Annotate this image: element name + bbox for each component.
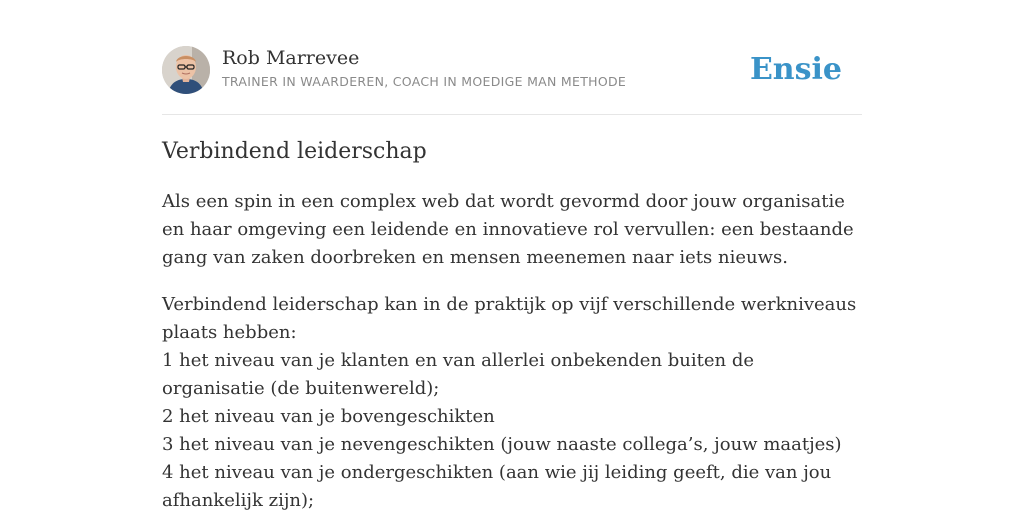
article-body xyxy=(162,291,862,512)
author-role: TRAINER IN WAARDEREN, COACH IN MOEDIGE MAN METHODE xyxy=(222,74,627,89)
body-line: 3 het niveau van je nevengeschikten (jouw naaste collega’s, jouw maatjes) xyxy=(162,434,842,455)
body-line: 1 het niveau van je klanten en van allerlei onbekenden buiten de organisatie (de buitenwereld); xyxy=(162,350,755,399)
article-intro: Als een spin in een complex web dat wordt gevormd door jouw organisatie en haar omgeving een leidende en innovatieve rol vervullen: een bestaande gang van zaken doorbreken en mensen meenemen naar iets nieuws. xyxy=(162,191,854,268)
article xyxy=(162,136,862,512)
body-line: 4 het niveau van je ondergeschikten (aan wie jij leiding geeft, die van jou afhankelijk zijn); xyxy=(162,462,832,511)
body-line: Verbindend leiderschap kan in de praktijk op vijf verschillende werkniveaus plaats hebben: xyxy=(162,294,857,343)
author-name[interactable]: Rob Marrevee xyxy=(222,47,360,69)
body-line: 2 het niveau van je bovengeschikten xyxy=(162,406,495,427)
avatar[interactable] xyxy=(162,46,210,94)
article-title: Verbindend leiderschap xyxy=(162,139,427,164)
author-header xyxy=(162,46,862,115)
avatar-portrait-icon xyxy=(162,46,210,94)
ensie-logo[interactable]: Ensie xyxy=(749,52,842,87)
